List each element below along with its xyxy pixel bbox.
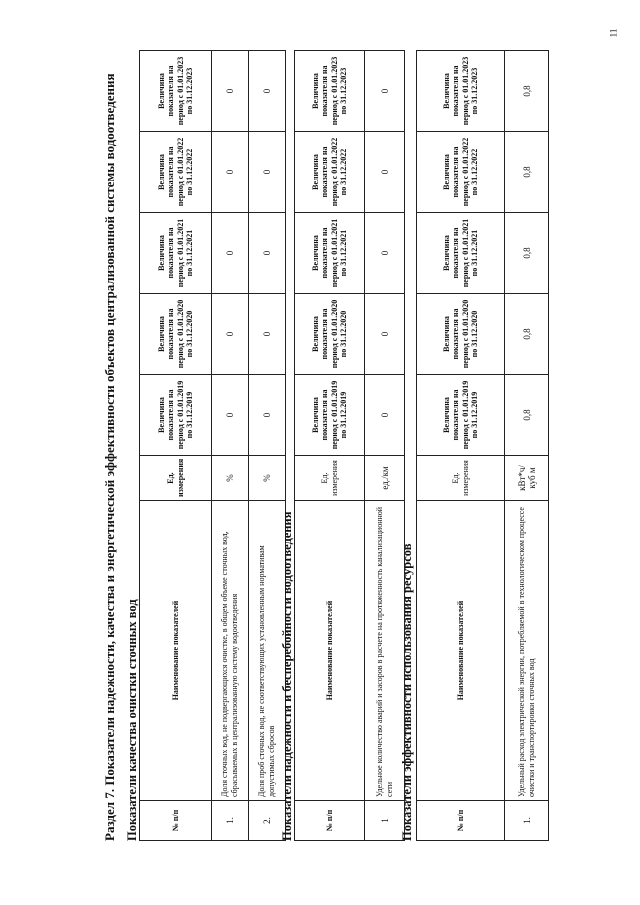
row-unit: % [212,456,249,501]
row-value-2020: 0 [365,294,405,375]
efficiency-indicators-table [416,50,549,841]
subsection-title-efficiency: Показатели эффективности использования ресурсов [400,543,414,841]
header-period-2023: Величина показателя на период с 01.01.2023 по 31.12.2023 [140,51,212,132]
row-value-2022: 0 [365,132,405,213]
row-num: 2. [249,801,286,841]
row-name: Удельное количество аварий и засоров в расчете на протяженность канализационной сети [365,501,405,801]
row-value-2022: 0,8 [505,132,549,213]
row-value-2023: 0 [249,51,286,132]
row-value-2021: 0 [365,213,405,294]
reliability-indicators-table [294,50,405,841]
subsection-title-quality: Показатели качества очистки сточных вод [125,599,139,841]
header-name: Наименование показателей [417,501,505,801]
row-unit: кВт*ч/куб м [505,456,549,501]
row-value-2020: 0,8 [505,294,549,375]
row-name: Удельный расход электрической энергии, потребляемой в технологическом процессе очистки и транспортировки сточных вод [505,501,549,801]
row-unit: % [249,456,286,501]
header-unit: Ед. измерения [295,456,365,501]
header-period-2020: Величина показателя на период с 01.01.2020 по 31.12.2020 [140,294,212,375]
table-row [505,51,549,841]
section-heading: Раздел 7. Показатели надежности, качества и энергетической эффективности объектов централизованной системы водоотведения [102,73,117,841]
table-header-row [417,51,505,841]
row-num: 1 [365,801,405,841]
page-number: 11 [608,28,619,38]
table-row [365,51,405,841]
header-period-2023: Величина показателя на период с 01.01.2023 по 31.12.2023 [295,51,365,132]
row-name: Доля сточных вод, не подвергающихся очистке, в общем объеме сточных вод, сбрасываемых в централизованную систему водоотведения [212,501,249,801]
row-value-2023: 0,8 [505,51,549,132]
row-value-2022: 0 [249,132,286,213]
header-period-2019: Величина показателя на период с 01.01.2019 по 31.12.2019 [295,375,365,456]
row-value-2019: 0 [249,375,286,456]
header-unit: Ед. измерения [417,456,505,501]
row-value-2020: 0 [249,294,286,375]
row-value-2019: 0,8 [505,375,549,456]
row-value-2023: 0 [365,51,405,132]
row-value-2021: 0 [212,213,249,294]
header-num: № п/п [417,801,505,841]
row-value-2022: 0 [212,132,249,213]
row-value-2021: 0,8 [505,213,549,294]
quality-indicators-table [139,50,286,841]
header-unit: Ед. измерения [140,456,212,501]
header-period-2020: Величина показателя на период с 01.01.2020 по 31.12.2020 [417,294,505,375]
row-num: 1. [505,801,549,841]
row-name: Доля проб сточных вод, не соответствующих установленным нормативам допустимых сбросов [249,501,286,801]
header-period-2022: Величина показателя на период с 01.01.2022 по 31.12.2022 [140,132,212,213]
table-row [212,51,249,841]
row-value-2023: 0 [212,51,249,132]
header-period-2021: Величина показателя на период с 01.01.2021 по 31.12.2021 [295,213,365,294]
row-value-2020: 0 [212,294,249,375]
header-name: Наименование показателей [140,501,212,801]
row-value-2019: 0 [365,375,405,456]
header-period-2022: Величина показателя на период с 01.01.2022 по 31.12.2022 [417,132,505,213]
table-header-row [140,51,212,841]
header-period-2021: Величина показателя на период с 01.01.2021 по 31.12.2021 [140,213,212,294]
header-period-2023: Величина показателя на период с 01.01.2023 по 31.12.2023 [417,51,505,132]
header-num: № п/п [140,801,212,841]
row-unit: ед./км [365,456,405,501]
header-num: № п/п [295,801,365,841]
header-name: Наименование показателей [295,501,365,801]
table-header-row [295,51,365,841]
header-period-2021: Величина показателя на период с 01.01.2021 по 31.12.2021 [417,213,505,294]
row-num: 1. [212,801,249,841]
row-value-2019: 0 [212,375,249,456]
header-period-2022: Величина показателя на период с 01.01.2022 по 31.12.2022 [295,132,365,213]
header-period-2019: Величина показателя на период с 01.01.2019 по 31.12.2019 [140,375,212,456]
header-period-2019: Величина показателя на период с 01.01.2019 по 31.12.2019 [417,375,505,456]
header-period-2020: Величина показателя на период с 01.01.2020 по 31.12.2020 [295,294,365,375]
row-value-2021: 0 [249,213,286,294]
subsection-title-reliability: Показатели надежности и бесперебойности водоотведения [280,511,294,841]
